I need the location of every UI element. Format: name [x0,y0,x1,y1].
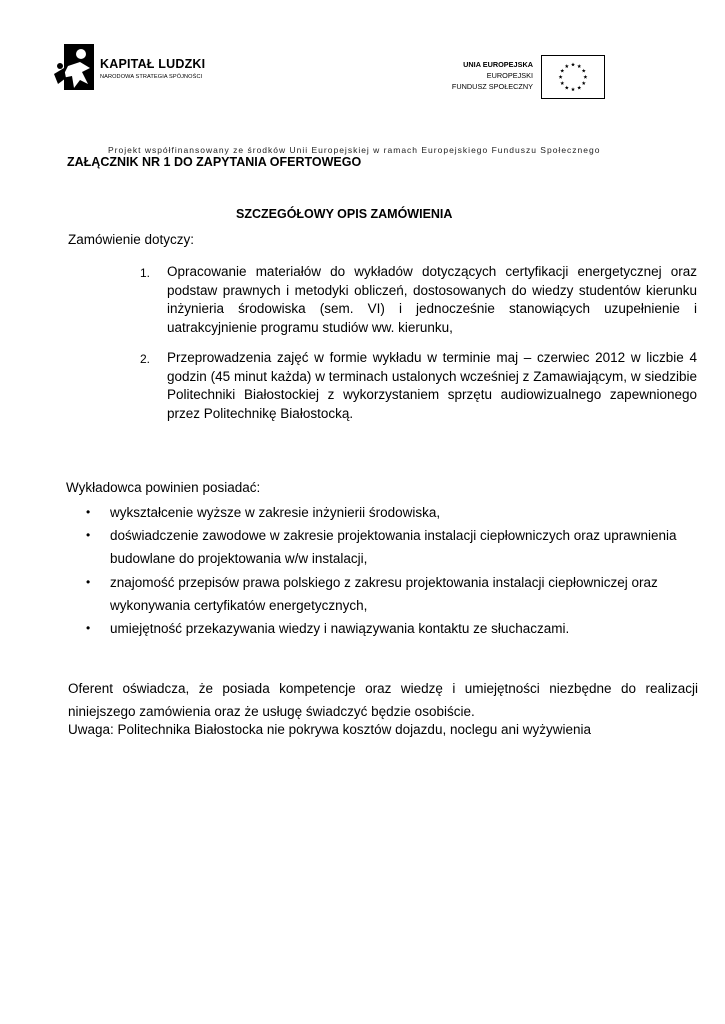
requirement-text: wykształcenie wyższe w zakresie inżynierii środowiska, [110,505,441,520]
list-item [140,263,697,337]
bidder-declaration: Oferent oświadcza, że posiada kompetencje oraz wiedzę i umiejętności niezbędne do realizacji niniejszego zamówienia oraz że usługę świadczyć będzie osobiście. [68,681,698,719]
kapital-ludzki-subtitle: NARODOWA STRATEGIA SPÓJNOŚCI [100,74,203,80]
requirement-text: doświadczenie zawodowe w zakresie projektowania instalacji ciepłowniczych oraz uprawnienia budowlane do projektowania w/w instalacji, [110,528,677,566]
kapital-ludzki-logo [54,44,224,94]
eu-line-fund: FUNDUSZ SPOŁECZNY [451,82,533,91]
requirement-text: znajomość przepisów prawa polskiego z zakresu projektowania instalacji ciepłowniczej oraz wykonywania certyfikatów energetycznych, [110,575,658,613]
bullet-icon: • [86,505,91,519]
lecturer-requirements-heading: Wykładowca powinien posiadać: [66,480,261,495]
eu-line-european: EUROPEJSKI [486,71,533,80]
requirement-text: umiejętność przekazywania wiedzy i nawiązywania kontaktu ze słuchaczami. [110,621,570,636]
bullet-icon: • [86,575,91,589]
bullet-icon: • [86,528,91,542]
kapital-ludzki-emblem-icon [54,44,96,92]
list-item-text: Opracowanie materiałów do wykładów dotyczących certyfikacji energetycznej oraz podstaw prawnych i metodyki obliczeń, dostosowanych do wiedzy studentów kierunku inżynieria środowiska (sem. VI) i jednocześnie stanowiących uzupełnienie i uatrakcyjnienie programu studiów ww. kierunku, [167,264,697,335]
cost-note: Uwaga: Politechnika Białostocka nie pokrywa kosztów dojazdu, noclegu ani wyżywienia [68,722,592,737]
requirement-item [86,501,701,524]
eu-line-union: UNIA EUROPEJSKA [463,60,533,69]
specification-title: SZCZEGÓŁOWY OPIS ZAMÓWIENIA [236,207,453,221]
list-item-number: 2. [140,352,151,366]
kapital-ludzki-title: KAPITAŁ LUDZKI [100,57,206,71]
eu-logo-text [452,59,533,92]
list-item-number: 1. [140,266,151,280]
requirement-item [86,571,701,617]
cofinancing-note: Projekt współfinansowany ze środków Unii Europejskiej w ramach Europejskiego Funduszu Społecznego [108,145,601,155]
annex-title: ZAŁĄCZNIK NR 1 DO ZAPYTANIA OFERTOWEGO [67,155,362,169]
eu-logo [440,55,608,103]
list-item-text: Przeprowadzenia zajęć w formie wykładu w terminie maj – czerwiec 2012 w liczbie 4 godzin (45 minut każda) w terminach ustalonych wcześniej z Zamawiającym, w siedzibie Politechniki Białostockiej z wykorzystaniem sprzętu audiowizualnego zapewnionego przez Politechnikę Białostocką. [167,350,697,421]
eu-flag-icon [541,55,605,99]
order-concerns-label: Zamówienie dotyczy: [68,232,195,247]
list-item [140,349,697,423]
requirement-item [86,524,701,570]
requirement-item [86,617,701,640]
bullet-icon: • [86,621,91,635]
